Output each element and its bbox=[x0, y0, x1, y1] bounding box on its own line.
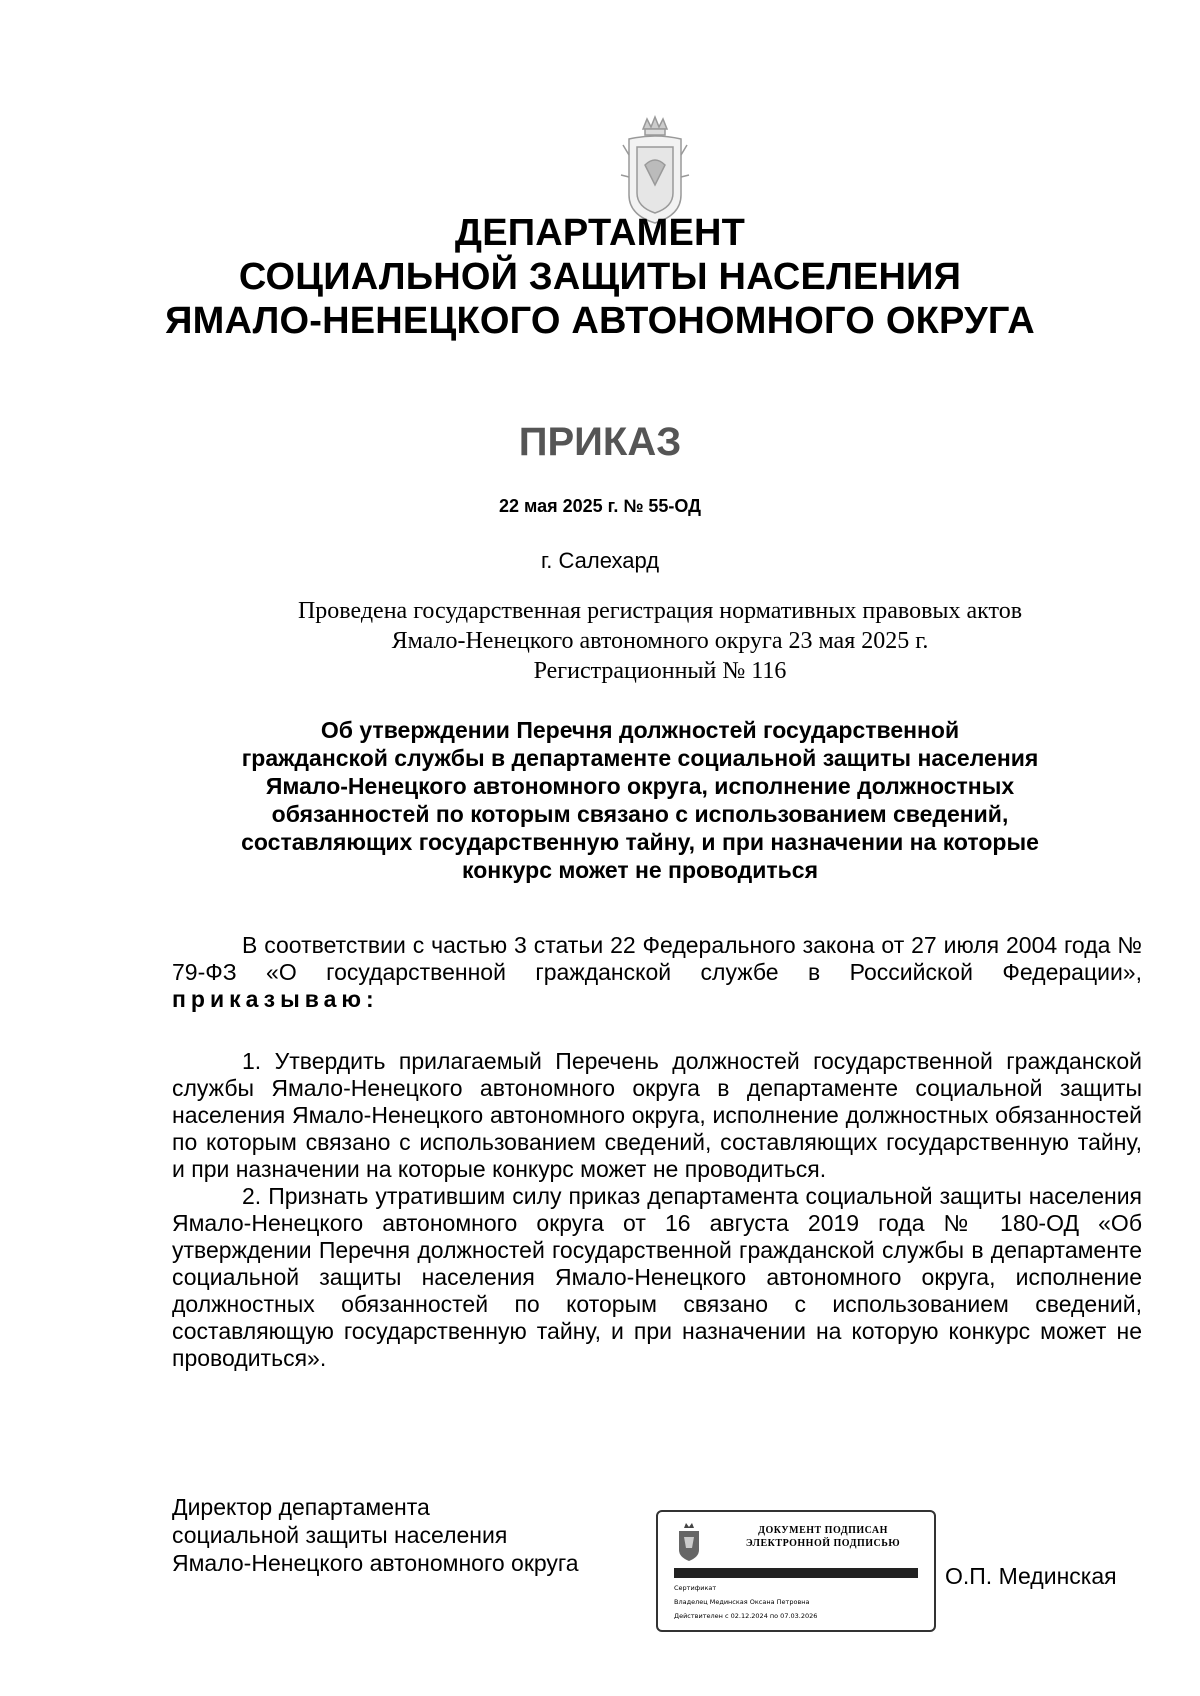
org-name-line1: ДЕПАРТАМЕНТ bbox=[454, 212, 746, 254]
position-line2: социальной защиты населения bbox=[172, 1522, 508, 1548]
order-item-1: 1. Утвердить прилагаемый Перечень должностей государственной гражданской службы Ямало-Ненецкого автономного округа в департаменте социальной защиты населения Ямало-Ненецкого автономного округа, исполнение должностных обязанностей по которым связано с использованием сведений, составляющих государственную тайну, и при назначении на которые конкурс может не проводиться. bbox=[172, 1048, 1142, 1182]
position-line3: Ямало-Ненецкого автономного округа bbox=[172, 1550, 579, 1576]
preamble-text: В соответствии с частью 3 статьи 22 Федерального закона от 27 июля 2004 года № 79-ФЗ «О государственной гражданской службе в Российской Федерации», bbox=[172, 932, 1142, 985]
stamp-owner: Владелец Мединская Оксана Петровна bbox=[674, 1598, 810, 1606]
registration-line2: Ямало-Ненецкого автономного округа 23 мая 2025 г. bbox=[391, 628, 929, 654]
stamp-certificate-bar bbox=[674, 1568, 918, 1578]
stamp-title-line1: ДОКУМЕНТ ПОДПИСАН bbox=[758, 1525, 888, 1536]
order-item-2: 2. Признать утратившим силу приказ департамента социальной защиты населения Ямало-Ненецкого автономного округа от 16 августа 2019 года № 180-ОД «Об утверждении Перечня должностей государственной гражданской службы в департаменте социальной защиты населения Ямало-Ненецкого автономного округа, исполнение должностных обязанностей по которым связано с использованием сведений, составляющую государственную тайну, и при назначении на которую конкурс может не проводиться». bbox=[172, 1183, 1142, 1371]
org-name-line3: ЯМАЛО-НЕНЕЦКОГО АВТОНОМНОГО ОКРУГА bbox=[165, 300, 1035, 342]
preamble-paragraph bbox=[172, 932, 1142, 1013]
order-items bbox=[172, 1048, 1142, 1372]
subject-line4: обязанностей по которым связано с использованием сведений, bbox=[271, 801, 1009, 827]
subject-line1: Об утверждении Перечня должностей государственной bbox=[320, 717, 960, 743]
registration-line1: Проведена государственная регистрация нормативных правовых актов bbox=[297, 598, 1023, 624]
order-title: ПРИКАЗ bbox=[518, 420, 682, 464]
signatory-position bbox=[172, 1493, 579, 1577]
subject-line3: Ямало-Ненецкого автономного округа, исполнение должностных bbox=[265, 773, 1015, 799]
org-name-line2: СОЦИАЛЬНОЙ ЗАЩИТЫ НАСЕЛЕНИЯ bbox=[238, 256, 962, 298]
stamp-validity: Действителен с 02.12.2024 по 07.03.2026 bbox=[674, 1612, 818, 1620]
registration-line3: Регистрационный № 116 bbox=[533, 658, 787, 684]
order-city: г. Салехард bbox=[540, 548, 660, 573]
subject-line6: конкурс может не проводиться bbox=[462, 857, 818, 883]
subject-line2: гражданской службы в департаменте социальной защиты населения bbox=[241, 745, 1039, 771]
stamp-title bbox=[718, 1524, 928, 1550]
order-subject bbox=[190, 716, 1090, 884]
stamp-title-line2: ЭЛЕКТРОННОЙ ПОДПИСЬЮ bbox=[745, 1538, 901, 1549]
stamp-certificate-label: Сертификат bbox=[674, 1584, 717, 1592]
signatory-name: О.П. Мединская bbox=[945, 1563, 1117, 1589]
subject-line5: составляющих государственную тайну, и при назначении на которые bbox=[241, 829, 1039, 855]
registration-note bbox=[210, 596, 1110, 686]
position-line1: Директор департамента bbox=[172, 1494, 430, 1520]
stamp-emblem-icon bbox=[674, 1522, 704, 1562]
order-date-number: 22 мая 2025 г. № 55-ОД bbox=[498, 496, 702, 516]
electronic-signature-stamp bbox=[656, 1510, 936, 1632]
command-word: приказываю: bbox=[172, 986, 379, 1012]
